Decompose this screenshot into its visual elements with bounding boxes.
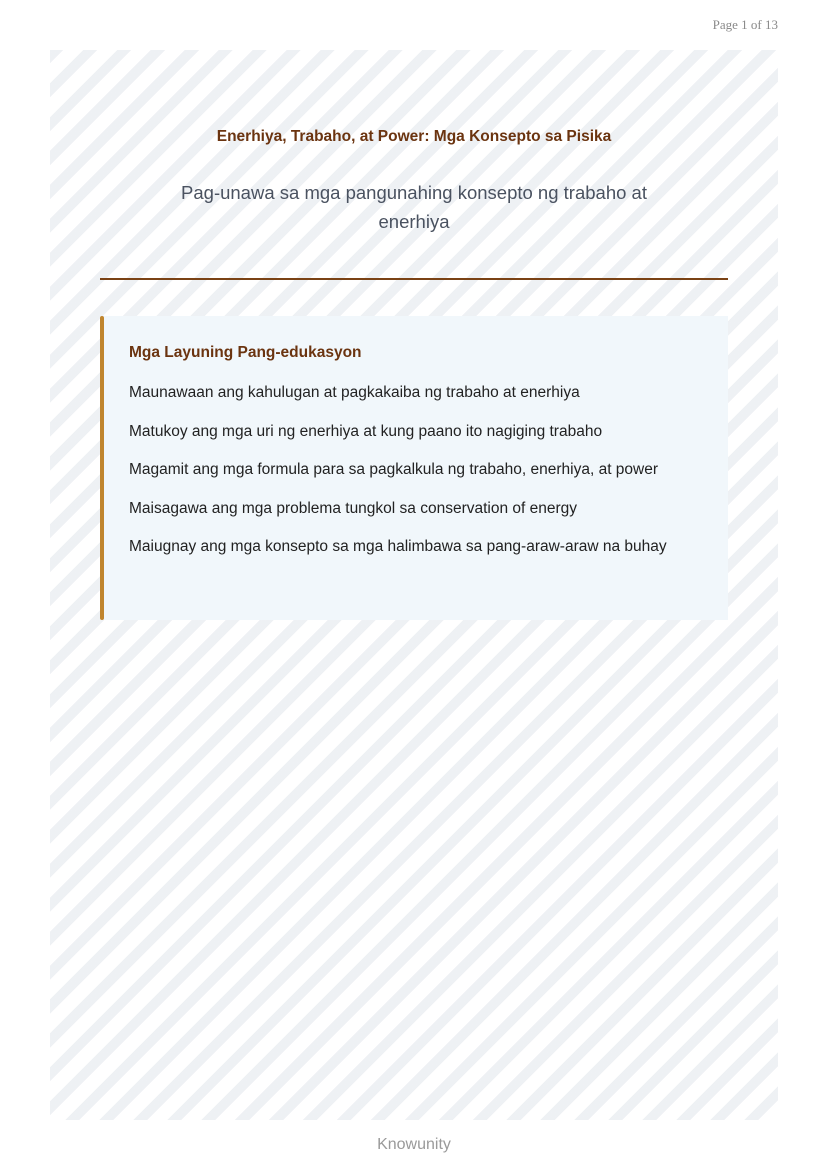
document-page: [50, 50, 778, 1120]
document-title: Enerhiya, Trabaho, at Power: Mga Konsepto sa Pisika: [216, 128, 612, 145]
page-number: Page 1 of 13: [712, 17, 778, 32]
objective-item: Magamit ang mga formula para sa pagkalkula ng trabaho, enerhiya, at power: [129, 461, 659, 478]
accent-bar: [100, 316, 104, 620]
objectives-heading: Mga Layuning Pang-edukasyon: [129, 344, 362, 361]
learning-objectives-box: [100, 316, 728, 620]
footer-brand: Knowunity: [377, 1136, 451, 1153]
objective-item: Maunawaan ang kahulugan at pagkakaiba ng trabaho at enerhiya: [129, 384, 580, 401]
title-divider: [100, 278, 728, 280]
objective-item: Maiugnay ang mga konsepto sa mga halimbawa sa pang-araw-araw na buhay: [129, 538, 667, 555]
objective-item: Matukoy ang mga uri ng enerhiya at kung paano ito nagiging trabaho: [129, 422, 603, 440]
objective-item: Maisagawa ang mga problema tungkol sa conservation of energy: [129, 499, 578, 517]
objectives-list: [129, 380, 709, 573]
document-subtitle: Pag-unawa sa mga pangunahing konsepto ng trabaho at enerhiya: [181, 182, 647, 232]
